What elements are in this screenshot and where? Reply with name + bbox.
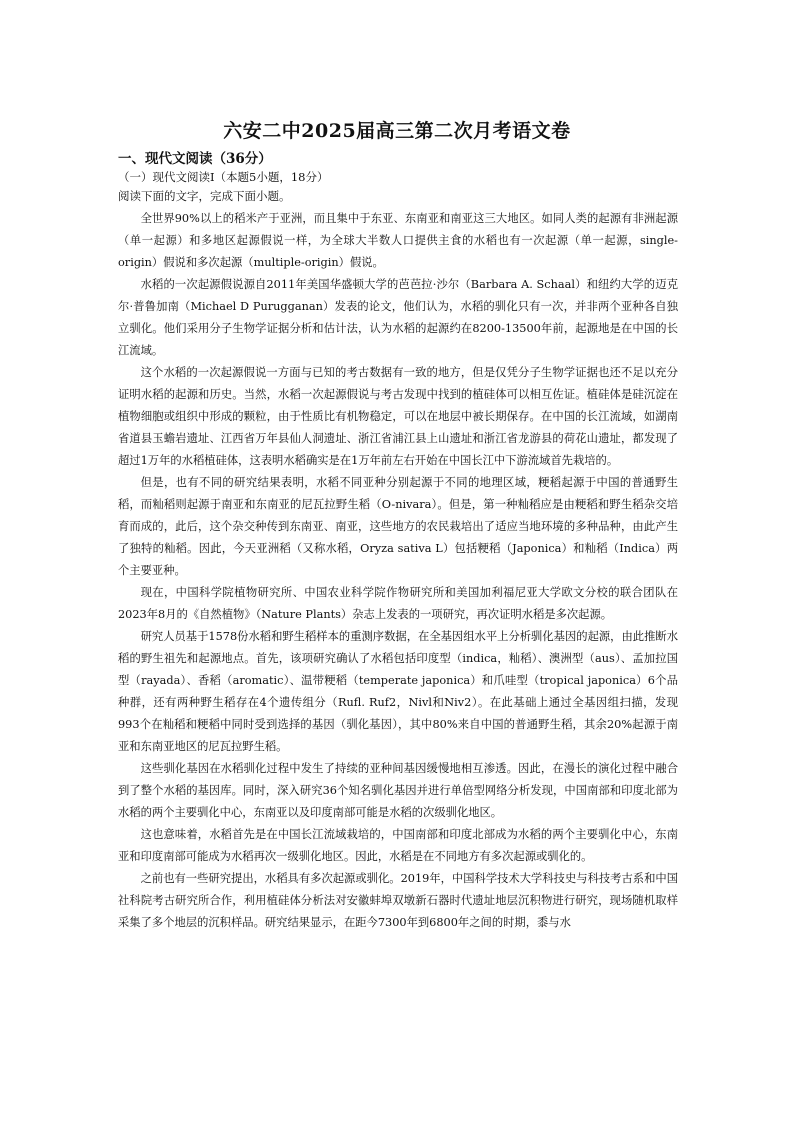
passage-paragraph: 水稻的一次起源假说源自2011年美国华盛顿大学的芭芭拉·沙尔（Barbara A. Schaal）和纽约大学的迈克尔·普鲁加南（Michael D Purugganan）发表的论文，他们认为，水稻的驯化只有一次，并非两个亚种各自独立驯化。他们采用分子生物学证据分析和估计法，认为水稻的起源约在8200-13500年前，起源地是在中国的长江流域。	[118, 278, 678, 357]
passage-paragraph: 之前也有一些研究提出，水稻具有多次起源或驯化。2019年，中国科学技术大学科技史与科技考古系和中国社科院考古研究所合作，利用植硅体分析法对安徽蚌埠双墩新石器时代遗址地层沉积物进行研究，现场随机取样采集了多个地层的沉积样品。研究结果显示，在距今7300年到6800年之间的时期，黍与水	[118, 872, 678, 929]
exam-title: 六安二中2025届高三第二次月考语文卷	[223, 120, 571, 142]
passage-paragraph: 全世界90%以上的稻米产于亚洲，而且集中于东亚、东南亚和南亚这三大地区。如同人类的起源有非洲起源（单一起源）和多地区起源假说一样，为全球大半数人口提供主食的水稻也有一次起源（单一起源，single-origin）假说和多次起源（multiple-origin）假说。	[118, 212, 678, 269]
reading-passage	[118, 208, 678, 934]
passage-paragraph: 这也意味着，水稻首先是在中国长江流域栽培的，中国南部和印度北部成为水稻的两个主要驯化中心，东南亚和印度南部可能成为水稻再次一级驯化地区。因此，水稻是在不同地方有多次起源或驯化的。	[118, 828, 678, 863]
passage-paragraph: 这些驯化基因在水稻驯化过程中发生了持续的亚种间基因缓慢地相互渗透。因此，在漫长的演化过程中融合到了整个水稻的基因库。同时，深入研究36个知名驯化基因并进行单倍型网络分析发现，中国南部和印度北部为水稻的两个主要驯化中心，东南亚以及印度南部可能是水稻的次级驯化地区。	[118, 762, 678, 819]
passage-paragraph: 这个水稻的一次起源假说一方面与已知的考古数据有一致的地方，但是仅凭分子生物学证据也还不足以充分证明水稻的起源和历史。当然，水稻一次起源假说与考古发现中找到的植硅体可以相互佐证。植硅体是硅沉淀在植物细胞或组织中形成的颗粒，由于性质比有机物稳定，可以在地层中被长期保存。在中国的长江流域，如湖南省道县玉蟾岩遗址、江西省万年县仙人洞遗址、浙江省浦江县上山遗址和浙江省龙游县的荷花山遗址，都发现了超过1万年的水稻植硅体，这表明水稻确实是在1万年前左右开始在中国长江中下游流域首先栽培的。	[118, 366, 678, 467]
sub-heading: （一）现代文阅读Ⅰ（本题5小题，18分）	[118, 170, 329, 184]
passage-paragraph: 现在，中国科学院植物研究所、中国农业科学院作物研究所和美国加利福尼亚大学欧文分校的联合团队在2023年8月的《自然植物》（Nature Plants）杂志上发表的一项研究，再次证明水稻是多次起源。	[118, 586, 678, 621]
reading-instruction: 阅读下面的文字，完成下面小题。	[118, 189, 291, 203]
section-heading: 一、现代文阅读（36分）	[118, 151, 272, 167]
passage-paragraph: 但是，也有不同的研究结果表明，水稻不同亚种分别起源于不同的地理区域，粳稻起源于中国的普通野生稻，而籼稻则起源于南亚和东南亚的尼瓦拉野生稻（O-nivara）。但是，第一种籼稻应是由粳稻和野生稻杂交培育而成的，此后，这个杂交种传到东南亚、南亚，这些地方的农民栽培出了适应当地环境的多种品种，由此产生了独特的籼稻。因此，今天亚洲稻（又称水稻，Oryza sativa L）包括粳稻（Japonica）和籼稻（Indica）两个主要亚种。	[118, 476, 678, 577]
passage-paragraph: 研究人员基于1578份水稻和野生稻样本的重测序数据，在全基因组水平上分析驯化基因的起源，由此推断水稻的野生祖先和起源地点。首先，该项研究确认了水稻包括印度型（indica，籼稻）、澳洲型（aus）、孟加拉国型（rayada）、香稻（aromatic）、温带粳稻（temperate japonica）和爪哇型（tropical japonica）6个品种群，还有两种野生稻存在4个遗传组分（Rufl. Ruf2，Nivl和Niv2）。在此基础上通过全基因组扫描，发现993个在籼稻和粳稻中同时受到选择的基因（驯化基因），其中80%来自中国的普通野生稻，其余20%起源于南亚和东南亚地区的尼瓦拉野生稻。	[118, 630, 678, 753]
